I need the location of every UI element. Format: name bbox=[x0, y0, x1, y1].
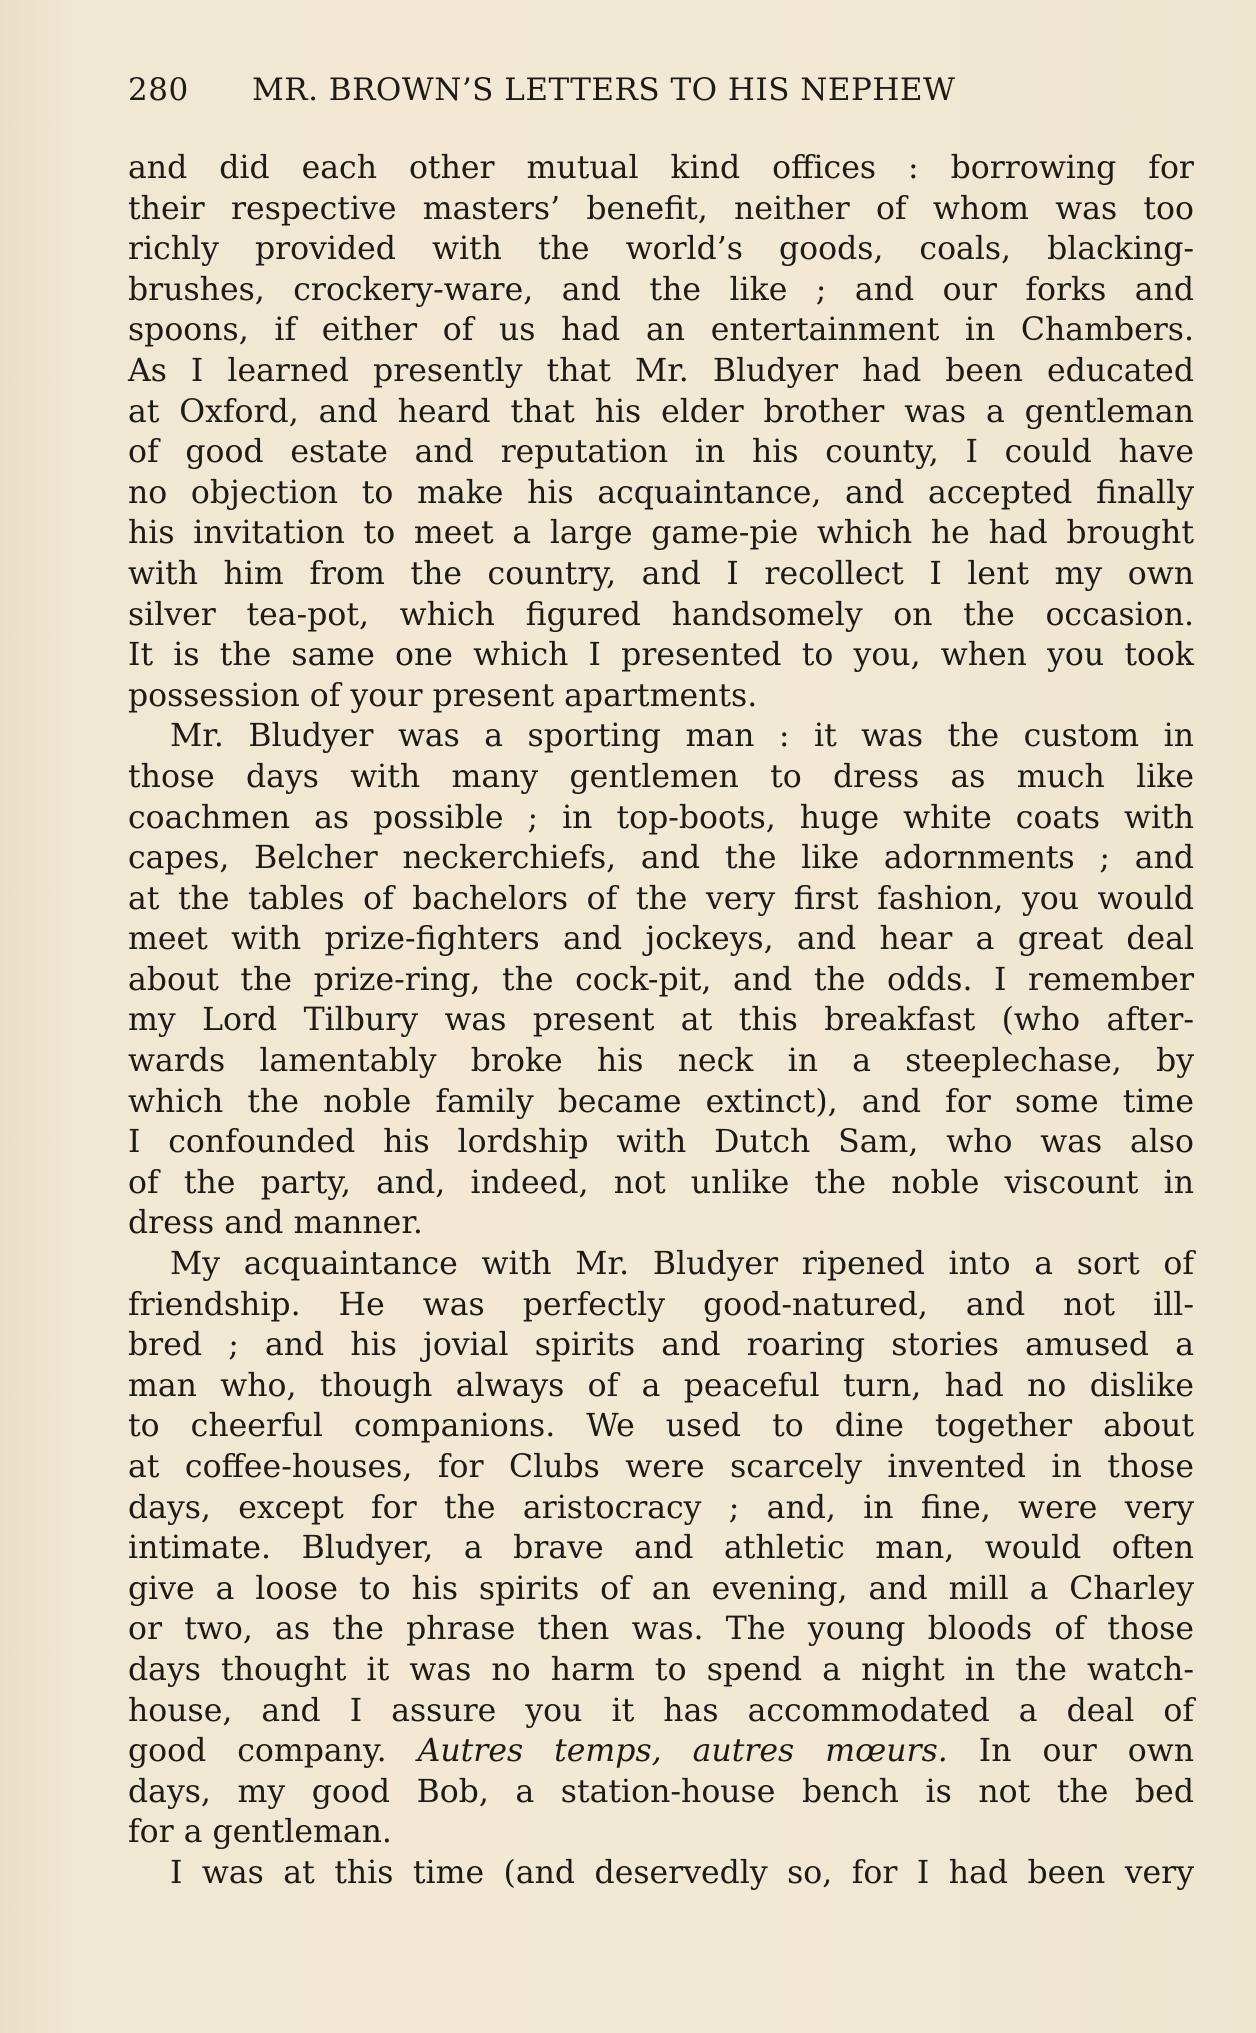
text-line: at the tables of bachelors of the very first fashion, you would bbox=[128, 880, 1194, 917]
text-line: days, my good Bob, a station-house bench is not the bed bbox=[128, 1773, 1194, 1810]
text-line: coachmen as possible ; in top-boots, huge white coats with bbox=[128, 799, 1194, 836]
text-segment: In our own bbox=[947, 1733, 1194, 1770]
text-line: possession of your present apartments. bbox=[128, 677, 758, 714]
text-line: which the noble family became extinct), and for some time bbox=[128, 1083, 1194, 1120]
text-line: no objection to make his acquaintance, and accepted finally bbox=[128, 474, 1194, 511]
text-line: As I learned presently that Mr. Bludyer had been educated bbox=[128, 352, 1194, 389]
text-line: with him from the country, and I recollect I lent my own bbox=[128, 555, 1194, 592]
text-line: friendship. He was perfectly good-natured, and not ill- bbox=[128, 1286, 1194, 1323]
text-line: and did each other mutual kind offices : borrowing for bbox=[128, 150, 1194, 186]
text-line: meet with prize-fighters and jockeys, and hear a great deal bbox=[128, 921, 1194, 958]
text-line: his invitation to meet a large game-pie which he had brought bbox=[128, 515, 1194, 552]
page-number: 280 bbox=[128, 72, 189, 108]
text-line: days, except for the aristocracy ; and, in fine, were very bbox=[128, 1489, 1194, 1526]
text-segment: good company. bbox=[128, 1733, 418, 1770]
text-line: at coffee-houses, for Clubs were scarcely invented in those bbox=[128, 1449, 1194, 1485]
text-line: their respective masters’ benefit, neither of whom was too bbox=[128, 190, 1194, 227]
text-line: or two, as the phrase then was. The young bloods of those bbox=[128, 1611, 1194, 1648]
text-line: for a gentleman. bbox=[128, 1814, 392, 1851]
text-line: silver tea-pot, which figured handsomely on the occasion. bbox=[128, 596, 1194, 633]
text-line-with-italic bbox=[128, 1731, 1194, 1772]
text-line: I confounded his lordship with Dutch Sam, who was also bbox=[128, 1124, 1194, 1161]
text-line: my Lord Tilbury was present at this breakfast (who after- bbox=[128, 1002, 1194, 1039]
text-line: to cheerful companions. We used to dine together about bbox=[128, 1408, 1194, 1445]
text-line: man who, though always of a peaceful turn, had no dislike bbox=[128, 1367, 1194, 1404]
text-line: days thought it was no harm to spend a night in the watch- bbox=[128, 1651, 1194, 1688]
running-header bbox=[128, 72, 1128, 120]
text-line: at Oxford, and heard that his elder brother was a gentleman bbox=[128, 393, 1194, 430]
text-line: bred ; and his jovial spirits and roaring stories amused a bbox=[128, 1327, 1194, 1364]
text-line: I was at this time (and deservedly so, for I had been very bbox=[170, 1854, 1194, 1891]
text-line: of the party, and, indeed, not unlike the noble viscount in bbox=[128, 1164, 1194, 1201]
text-line: about the prize-ring, the cock-pit, and the odds. I remember bbox=[128, 961, 1194, 998]
text-line: dress and manner. bbox=[128, 1205, 423, 1242]
text-line: spoons, if either of us had an entertainment in Chambers. bbox=[128, 312, 1194, 349]
text-line: It is the same one which I presented to you, when you took bbox=[128, 637, 1194, 674]
italic-phrase: Autres temps, autres mœurs. bbox=[417, 1733, 948, 1770]
running-title: MR. BROWN’S LETTERS TO HIS NEPHEW bbox=[252, 72, 956, 108]
body-text bbox=[128, 148, 1194, 1894]
text-line: intimate. Bludyer, a brave and athletic man, would often bbox=[128, 1530, 1194, 1567]
text-line: of good estate and reputation in his county, I could have bbox=[128, 434, 1194, 471]
text-line: give a loose to his spirits of an evening, and mill a Charley bbox=[128, 1570, 1194, 1607]
text-line: capes, Belcher neckerchiefs, and the like adornments ; and bbox=[128, 840, 1194, 877]
text-line: brushes, crockery-ware, and the like ; and our forks and bbox=[128, 271, 1194, 308]
text-line: house, and I assure you it has accommodated a deal of bbox=[128, 1692, 1194, 1729]
text-line: Mr. Bludyer was a sporting man : it was the custom in bbox=[170, 718, 1194, 755]
text-line: My acquaintance with Mr. Bludyer ripened into a sort of bbox=[170, 1246, 1194, 1283]
text-line: wards lamentably broke his neck in a steeplechase, by bbox=[128, 1043, 1194, 1080]
text-line: richly provided with the world’s goods, coals, blacking- bbox=[128, 231, 1194, 268]
text-line: those days with many gentlemen to dress as much like bbox=[128, 758, 1194, 795]
